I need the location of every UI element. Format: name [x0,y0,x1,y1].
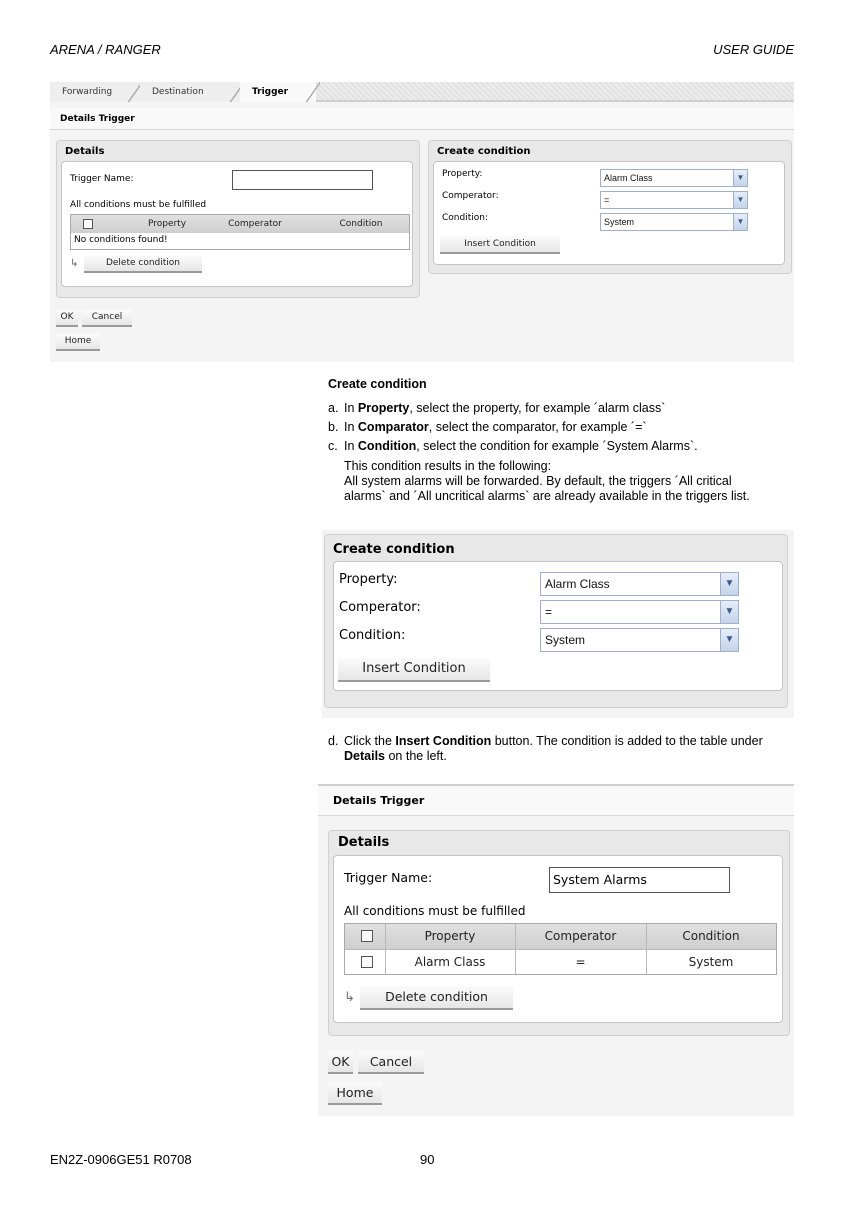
row-checkbox[interactable] [361,956,373,968]
tab-trigger[interactable]: Trigger [240,82,316,102]
ok-button[interactable]: OK [328,1051,353,1074]
create-condition-inner [433,161,785,265]
screenshot-full-trigger-page [50,82,794,362]
ok-button[interactable]: OK [56,310,78,327]
column-property[interactable]: Property [147,219,187,229]
tab-destination[interactable]: Destination [140,82,240,102]
chevron-down-icon[interactable]: ▼ [720,573,738,595]
condition-select-value: System [545,633,586,647]
chevron-down-icon[interactable]: ▼ [720,629,738,651]
screenshot-details-trigger [318,784,794,1116]
step-a-marker: a. [328,401,339,415]
create-condition-panel-zoomed [324,534,788,708]
create-condition-heading: Create condition [328,377,427,391]
create-condition-title: Create condition [437,146,531,157]
column-comperator[interactable]: Comperator [544,929,617,943]
chevron-down-icon[interactable]: ▼ [733,170,747,186]
step-d-marker: d. [328,734,339,748]
property-select[interactable] [600,169,748,187]
footer-page-number: 90 [420,1152,435,1167]
conditions-table [70,214,410,250]
corner-arrow-icon: ↳ [344,990,355,1005]
property-select[interactable] [540,572,739,596]
row-condition: System [688,955,734,969]
corner-arrow-icon: ↳ [70,258,79,269]
all-conditions-label: All conditions must be fulfilled [70,200,207,210]
screenshot-create-condition [322,530,794,718]
conditions-table [344,923,777,975]
trigger-name-label: Trigger Name: [70,174,134,184]
cancel-button[interactable]: Cancel [82,310,132,327]
comperator-label: Comperator: [339,600,421,615]
step-d: Click the Insert Condition button. The condition is added to the table under [344,734,763,748]
insert-condition-button[interactable]: Insert Condition [338,658,490,682]
details-trigger-title: Details Trigger [333,794,425,807]
table-row[interactable] [345,949,776,974]
step-a: In Property, select the property, for example ´alarm class` [344,401,666,415]
step-d-line2: Details on the left. [344,749,447,763]
trigger-name-label: Trigger Name: [344,870,433,885]
condition-select[interactable] [540,628,739,652]
column-comperator[interactable]: Comperator [228,219,282,229]
property-select-value: Alarm Class [545,577,610,591]
details-panel-zoomed [328,830,790,1036]
details-inner [333,855,783,1023]
step-c-marker: c. [328,439,338,453]
details-trigger-title: Details Trigger [50,108,794,130]
condition-select[interactable] [600,213,748,231]
footer-doc-code: EN2Z-0906GE51 R0708 [50,1152,192,1167]
tab-divider [306,82,320,102]
trigger-name-input[interactable]: System Alarms [549,867,730,893]
row-property: Alarm Class [414,955,486,969]
all-conditions-label: All conditions must be fulfilled [344,904,526,918]
delete-condition-button[interactable]: Delete condition [84,255,202,273]
conditions-table-header [345,924,776,949]
property-label: Property: [339,572,398,587]
comperator-select[interactable] [600,191,748,209]
condition-label: Condition: [339,628,406,643]
comperator-select[interactable] [540,600,739,624]
details-title: Details [338,835,390,850]
step-c-result-intro: This condition results in the following: [344,459,552,473]
trigger-name-input[interactable] [232,170,373,190]
create-condition-inner [333,561,783,691]
conditions-table-header [71,215,409,233]
cancel-button[interactable]: Cancel [358,1051,424,1074]
tab-forwarding[interactable]: Forwarding [50,82,140,102]
delete-condition-button[interactable]: Delete condition [360,986,513,1010]
details-title: Details [65,146,105,157]
step-c-result-line2: alarms` and ´All uncritical alarms` are already available in the triggers list. [344,489,750,503]
column-property[interactable]: Property [424,929,476,943]
column-condition[interactable]: Condition [682,929,740,943]
step-b-marker: b. [328,420,339,434]
column-condition[interactable]: Condition [339,219,383,229]
home-button[interactable]: Home [56,334,100,351]
select-all-checkbox[interactable] [361,930,373,942]
property-label: Property: [442,169,483,179]
comperator-label: Comperator: [442,191,499,201]
chevron-down-icon[interactable]: ▼ [720,601,738,623]
create-condition-title: Create condition [333,542,455,557]
empty-table-message: No conditions found! [74,235,168,245]
step-b: In Comparator, select the comparator, for example ´=` [344,420,647,434]
chevron-down-icon[interactable]: ▼ [733,192,747,208]
comperator-select-value: = [545,605,553,619]
home-button[interactable]: Home [328,1082,382,1105]
step-c: In Condition, select the condition for example ´System Alarms`. [344,439,698,453]
row-comperator: = [575,955,586,969]
header-product: ARENA / RANGER [50,42,161,57]
header-doc-type: USER GUIDE [713,42,794,57]
condition-label: Condition: [442,213,488,223]
details-trigger-bar [318,786,794,816]
tab-bar [50,82,794,102]
details-panel [56,140,420,298]
property-select-value: Alarm Class [604,173,653,183]
select-all-checkbox[interactable] [83,219,93,229]
details-inner [61,161,413,287]
chevron-down-icon[interactable]: ▼ [733,214,747,230]
condition-select-value: System [604,217,635,227]
create-condition-panel [428,140,792,274]
insert-condition-button[interactable]: Insert Condition [440,236,560,254]
step-c-result-line1: All system alarms will be forwarded. By default, the triggers ´All critical [344,474,732,488]
comperator-select-value: = [604,195,610,205]
